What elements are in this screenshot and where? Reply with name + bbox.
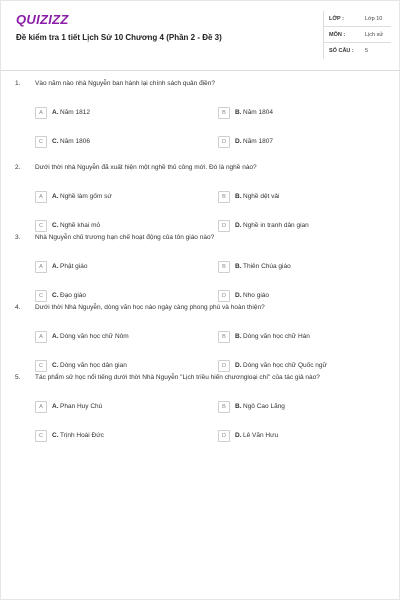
answer-letter: C. (52, 432, 59, 439)
answer-checkbox[interactable]: B (218, 331, 230, 343)
meta-value: Lớp 10 (365, 16, 383, 22)
answer-letter: D. (235, 432, 242, 439)
question-number: 4. (15, 304, 21, 311)
answer-option[interactable] (35, 191, 205, 203)
answer-text: Trịnh Hoài Đức (60, 432, 104, 439)
answer-checkbox[interactable]: D (218, 220, 230, 232)
answer-text: Nghề in tranh dân gian (243, 222, 309, 229)
answer-text: Nghề dệt vải (243, 193, 280, 200)
answer-text: Nho giáo (243, 292, 270, 299)
answer-option[interactable] (35, 261, 205, 273)
worksheet-title: Đề kiểm tra 1 tiết Lịch Sử 10 Chương 4 (Phần 2 - Đề 3) (16, 33, 222, 42)
answer-letter: B. (235, 193, 242, 200)
answer-letter: A. (52, 333, 59, 340)
answer-text: Lê Văn Hưu (243, 432, 279, 439)
meta-key: LỚP : (329, 16, 344, 22)
answer-option[interactable] (35, 360, 205, 372)
answer-letter: D. (235, 362, 242, 369)
answer-letter: B. (235, 333, 242, 340)
answer-checkbox[interactable]: B (218, 261, 230, 273)
answer-text: Phật giáo (60, 263, 88, 270)
answer-letter: C. (52, 292, 59, 299)
answer-letter: A. (52, 403, 59, 410)
answer-option[interactable] (218, 290, 388, 302)
question-text: Vào năm nào nhà Nguyễn ban hành lại chính sách quân điền? (35, 80, 215, 87)
answer-checkbox[interactable]: A (35, 191, 47, 203)
meta-row-count (323, 43, 391, 59)
answer-checkbox[interactable]: B (218, 401, 230, 413)
answer-text: Phan Huy Chú (60, 403, 103, 410)
answer-checkbox[interactable]: D (218, 136, 230, 148)
meta-value: 5 (365, 48, 369, 54)
answer-checkbox[interactable]: A (35, 261, 47, 273)
answer-checkbox[interactable]: A (35, 401, 47, 413)
answer-option[interactable] (218, 107, 388, 119)
answer-option[interactable] (218, 430, 388, 442)
answer-text: Năm 1806 (60, 138, 90, 145)
answer-text: Dòng văn học dân gian (60, 362, 127, 369)
meta-row-subject (323, 27, 391, 43)
answer-letter: C. (52, 138, 59, 145)
answer-option[interactable] (35, 331, 205, 343)
answer-text: Năm 1812 (60, 109, 90, 116)
answer-option[interactable] (35, 430, 205, 442)
answer-checkbox[interactable]: C (35, 220, 47, 232)
answer-text: Năm 1807 (243, 138, 273, 145)
answer-option[interactable] (218, 136, 388, 148)
answer-checkbox[interactable]: A (35, 331, 47, 343)
answer-letter: D. (235, 222, 242, 229)
answer-option[interactable] (35, 290, 205, 302)
worksheet-header (1, 1, 400, 71)
answer-text: Nghề khai mỏ (60, 222, 101, 229)
answer-text: Dòng văn học chữ Nôm (60, 333, 129, 340)
answer-option[interactable] (35, 220, 205, 232)
answer-option[interactable] (218, 261, 388, 273)
answer-letter: A. (52, 263, 59, 270)
answer-letter: A. (52, 109, 59, 116)
question-number: 2. (15, 164, 21, 171)
answer-text: Năm 1804 (243, 109, 273, 116)
answer-letter: B. (235, 263, 242, 270)
answer-checkbox[interactable]: B (218, 107, 230, 119)
answer-checkbox[interactable]: B (218, 191, 230, 203)
question-text: Dưới thời nhà Nguyễn đã xuất hiện một nghề thủ công mới. Đó là nghề nào? (35, 164, 257, 171)
answer-option[interactable] (35, 401, 205, 413)
answer-checkbox[interactable]: C (35, 430, 47, 442)
answer-option[interactable] (218, 220, 388, 232)
meta-key: MÔN : (329, 32, 346, 38)
answer-option[interactable] (218, 331, 388, 343)
answer-letter: B. (235, 109, 242, 116)
answer-option[interactable] (218, 401, 388, 413)
answer-letter: B. (235, 403, 242, 410)
question-number: 5. (15, 374, 21, 381)
answer-letter: A. (52, 193, 59, 200)
meta-row-class (323, 11, 391, 27)
answer-letter: C. (52, 222, 59, 229)
answer-letter: D. (235, 292, 242, 299)
question-text: Nhà Nguyễn chủ trương hạn chế hoạt động của tôn giáo nào? (35, 234, 215, 241)
answer-text: Ngô Cao Lãng (243, 403, 285, 410)
answer-checkbox[interactable]: C (35, 360, 47, 372)
meta-key: SỐ CÂU : (329, 48, 354, 54)
answer-option[interactable] (35, 136, 205, 148)
question-text: Dưới thời Nhà Nguyễn, dòng văn học nào ngày càng phong phú và hoàn thiện? (35, 304, 265, 311)
answer-option[interactable] (218, 191, 388, 203)
answer-text: Dòng văn học chữ Hán (243, 333, 310, 340)
question-number: 1. (15, 80, 21, 87)
answer-letter: C. (52, 362, 59, 369)
question-text: Tác phẩm sử học nổi tiếng dưới thời Nhà Nguyễn "Lịch triều hiến chươngloại chí" của tác giả nào? (35, 374, 320, 381)
answer-text: Nghề làm gốm sứ (60, 193, 112, 200)
answer-text: Đạo giáo (60, 292, 87, 299)
answer-checkbox[interactable]: A (35, 107, 47, 119)
answer-checkbox[interactable]: C (35, 290, 47, 302)
answer-checkbox[interactable]: D (218, 290, 230, 302)
answer-letter: D. (235, 138, 242, 145)
answer-checkbox[interactable]: D (218, 360, 230, 372)
answer-option[interactable] (35, 107, 205, 119)
answer-checkbox[interactable]: C (35, 136, 47, 148)
answer-option[interactable] (218, 360, 388, 372)
answer-text: Thiên Chúa giáo (243, 263, 291, 270)
meta-value: Lịch sử (365, 32, 384, 38)
meta-box (323, 11, 391, 59)
answer-text: Dòng văn học chữ Quốc ngữ (243, 362, 327, 369)
question-number: 3. (15, 234, 21, 241)
answer-checkbox[interactable]: D (218, 430, 230, 442)
quizizz-logo: QUIZIZZ (16, 12, 69, 27)
